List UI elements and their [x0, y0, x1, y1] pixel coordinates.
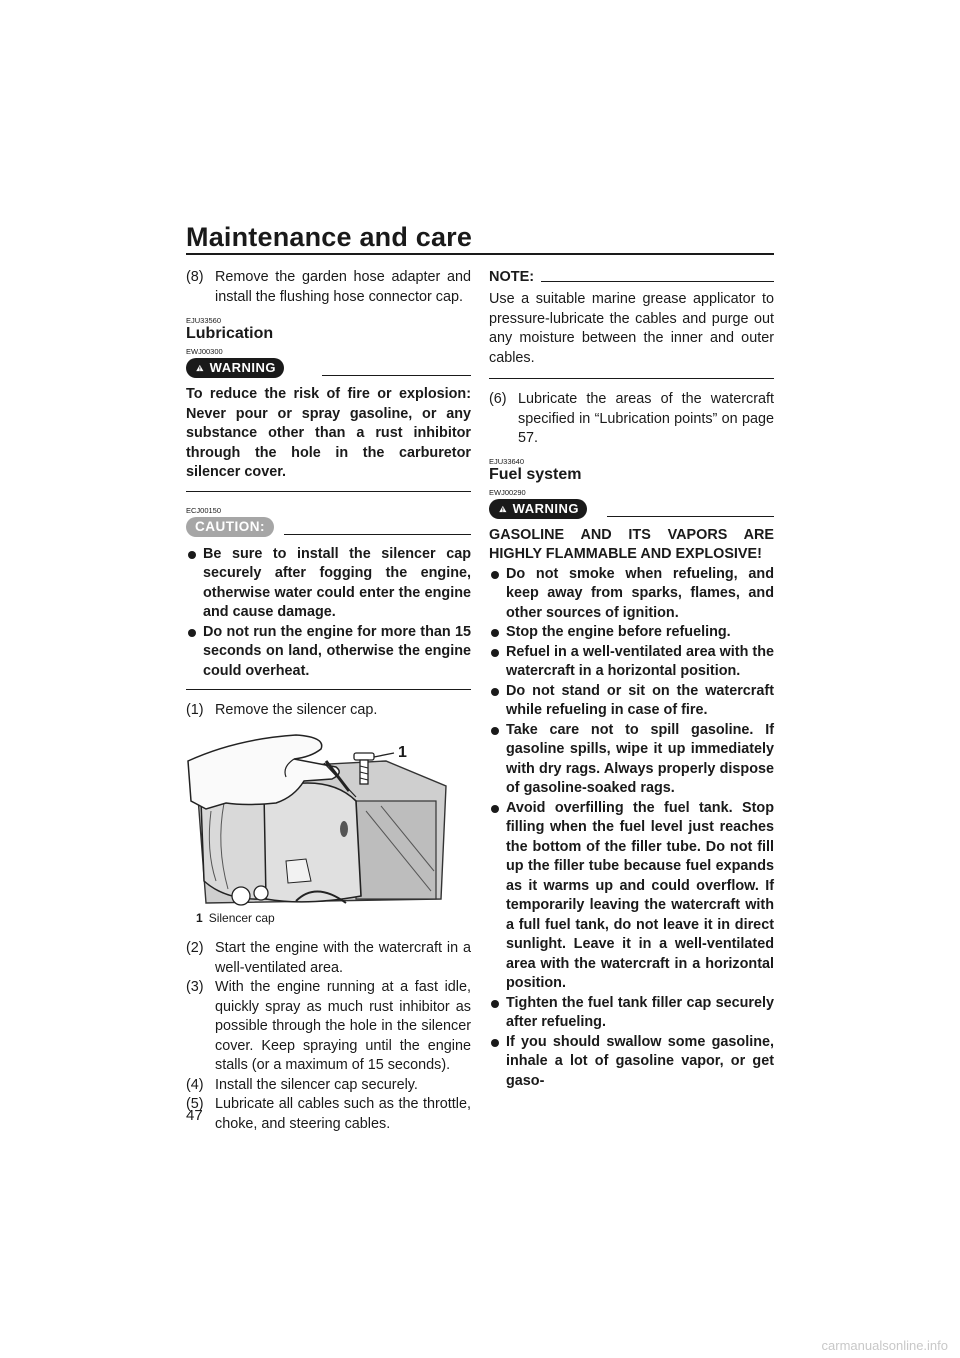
warning-end-rule	[186, 491, 471, 492]
step-3: (3) With the engine running at a fast idle, quickly spray as much rust inhibitor as possible through the hole in the silencer cover. Keep spraying until the engine stalls (or a maximum of 15 seconds).	[186, 979, 471, 1073]
page-number: 47	[186, 1107, 203, 1124]
section-code: EJU33640	[489, 456, 525, 466]
list-item: Stop the engine before refueling.	[489, 623, 774, 643]
note-header	[489, 268, 774, 288]
list-item: Avoid overfilling the fuel tank. Stop filling when the fuel level just reaches the bottom of the filler tube. Do not fill up the filler tube because fuel expands as it warms up and could overflow. If temporarily leaving the watercraft with a full fuel tank, do not leave it in direct sunlight. Leave it in a well-ventilated area with the watercraft in a horizontal position.	[489, 799, 774, 994]
caution-code: ECJ00150	[186, 505, 222, 515]
figure-caption: 1 Silencer cap	[196, 910, 275, 925]
section-code: EJU33560	[186, 316, 222, 325]
right-column	[489, 268, 774, 1091]
warning-rule	[322, 375, 471, 376]
list-item: Be sure to install the silencer cap securely after fogging the engine, otherwise water could enter the engine and cause damage.	[186, 545, 471, 623]
silencer-cap-illustration	[186, 731, 471, 907]
section-title-lubrication: Lubrication	[186, 325, 274, 342]
silencer-cap-photo	[186, 731, 471, 907]
list-item: Take care not to spill gasoline. If gasoline spills, wipe it up immediately with dry rags. Always properly dispose of gasoline-soaked rags.	[489, 721, 774, 799]
warning-code: EWJ00300	[186, 347, 223, 356]
step-6: (6) Lubricate the areas of the watercraft specified in “Lubrication points” on page 57.	[489, 391, 774, 446]
watermark: carmanualsonline.info	[821, 1338, 948, 1353]
list-item: Refuel in a well-ventilated area with the watercraft in a horizontal position.	[489, 643, 774, 682]
step-1: (1) Remove the silencer cap.	[186, 702, 378, 718]
note-end-rule	[489, 378, 774, 379]
warning-header	[186, 358, 471, 380]
warning-triangle-icon	[499, 502, 507, 516]
caution-badge: CAUTION:	[186, 517, 274, 537]
page-title: Maintenance and care	[186, 222, 473, 252]
caution-list	[186, 545, 471, 682]
step-4: (4) Install the silencer cap securely.	[186, 1076, 418, 1093]
figure-callout: 1	[398, 743, 407, 761]
step-2: (2) Start the engine with the watercraft in a well-ventilated area.	[186, 940, 471, 976]
warning-triangle-icon	[196, 361, 204, 375]
note-rule	[541, 281, 774, 282]
step-5: (5) Lubricate all cables such as the throttle, choke, and steering cables.	[186, 1096, 471, 1132]
list-item: Do not smoke when refueling, and keep away from sparks, flames, and other sources of ignition.	[489, 565, 774, 624]
steps-list	[186, 939, 471, 1134]
warning-text: To reduce the risk of fire or explosion: Never pour or spray gasoline, or any substance other than a rust inhibitor through the hole in the carburetor silencer cover.	[186, 386, 471, 480]
caution-rule	[284, 534, 471, 535]
warning-headline: GASOLINE AND ITS VAPORS ARE HIGHLY FLAMMABLE AND EXPLOSIVE!	[489, 526, 774, 562]
warning-badge: WARNING	[489, 499, 587, 519]
fuel-warning-list	[489, 565, 774, 1092]
warning-header	[489, 499, 774, 521]
list-item: If you should swallow some gasoline, inhale a lot of gasoline vapor, or get gaso-	[489, 1033, 774, 1092]
warning-code: EWJ00290	[489, 487, 526, 497]
left-column	[186, 268, 471, 1134]
step-8: (8) Remove the garden hose adapter and install the flushing hose connector cap.	[186, 269, 471, 305]
list-item: Tighten the fuel tank filler cap securely after refueling.	[489, 994, 774, 1033]
list-item: Do not run the engine for more than 15 seconds on land, otherwise the engine could overheat.	[186, 623, 471, 682]
list-item: Do not stand or sit on the watercraft while refueling in case of fire.	[489, 682, 774, 721]
note-text: Use a suitable marine grease applicator to pressure-lubricate the cables and purge out any moisture between the inner and outer cables.	[489, 291, 774, 366]
warning-badge: WARNING	[186, 358, 284, 378]
note-label: NOTE:	[489, 269, 535, 285]
warning-rule	[607, 516, 774, 517]
caution-header	[186, 517, 471, 539]
title-rule	[186, 253, 774, 255]
section-title-fuel-system: Fuel system	[489, 465, 582, 483]
caution-end-rule	[186, 689, 471, 690]
